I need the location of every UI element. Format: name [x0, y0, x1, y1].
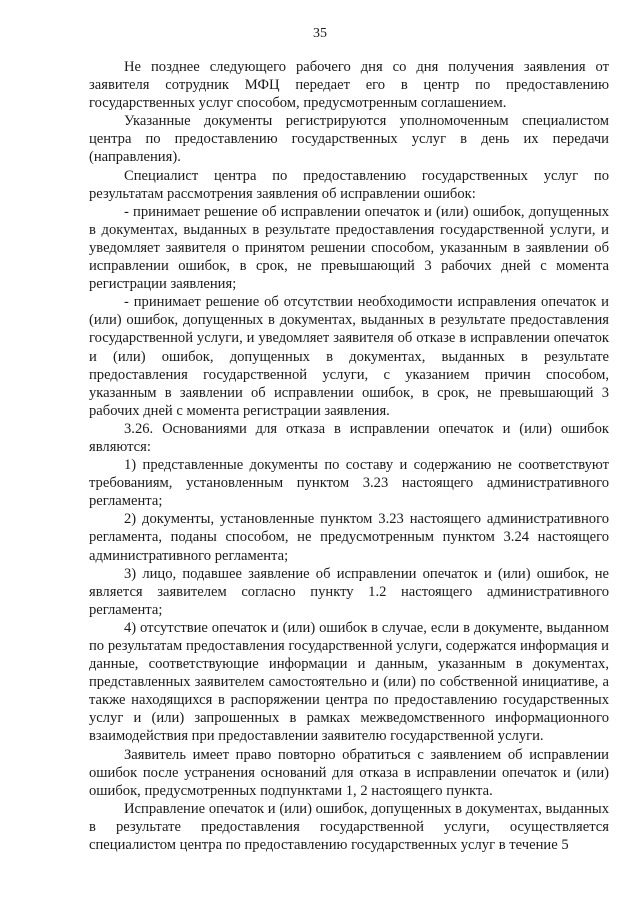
- paragraph-ground-2: 2) документы, установленные пунктом 3.23 настоящего административного регламента, поданы способом, не предусмотренным пунктом 3.24 настоящего административного регламента;: [89, 511, 609, 564]
- document-body: [89, 58, 609, 854]
- paragraph-ground-4: 4) отсутствие опечаток и (или) ошибок в случае, если в документе, выданном по результатам предоставления государственной услуги, содержатся информация и данные, соответствующие информации и данным, указанным в документах, представленных заявителем самостоятельно и (или) по собственной инициативе, а также находящихся в распоряжении центра по предоставлению государственных услуг и (или) запрошенных в рамках межведомственного информационного взаимодействия при предоставлении заявителю государственной услуги.: [89, 619, 609, 745]
- paragraph-reapply-right: Заявитель имеет право повторно обратиться с заявлением об исправлении ошибок после устранения оснований для отказа в исправлении опечаток и (или) ошибок, предусмотренных подпунктами 1, 2 настоящего пункта.: [89, 746, 609, 799]
- paragraph-mfc-transfer: Не позднее следующего рабочего дня со дня получения заявления от заявителя сотрудник МФЦ передает его в центр по предоставлению государственных услуг способом, предусмотренным соглашением.: [89, 59, 609, 112]
- paragraph-decision-refuse: - принимает решение об отсутствии необходимости исправления опечаток и (или) ошибок, допущенных в документах, выданных в результате предоставления государственной услуги, и уведомляет заявителя об отказе в исправлении опечаток и (или) ошибок, допущенных в документах, выданных в результате предоставления государственной услуги, с указанием причин способом, указанным в заявлении об исправлении ошибок, в срок, не превышающий 3 рабочих дней с момента регистрации заявления.: [89, 294, 609, 419]
- paragraph-specialist-review: Специалист центра по предоставлению государственных услуг по результатам рассмотрения заявления об исправлении ошибок:: [89, 167, 609, 202]
- paragraph-section-3-26: 3.26. Основаниями для отказа в исправлении опечаток и (или) ошибок являются:: [89, 420, 609, 455]
- paragraph-correction-term: Исправление опечаток и (или) ошибок, допущенных в документах, выданных в результате предоставления государственной услуги, осуществляется специалистом центра по предоставлению государственных услуг в течение 5: [89, 800, 609, 854]
- paragraph-ground-3: 3) лицо, подавшее заявление об исправлении опечаток и (или) ошибок, не является заявителем согласно пункту 1.2 настоящего административного регламента;: [89, 565, 609, 618]
- page-number: 35: [313, 26, 327, 41]
- paragraph-decision-correct: - принимает решение об исправлении опечаток и (или) ошибок, допущенных в документах, выданных в результате предоставления государственной услуги, и уведомляет заявителя о принятом решении способом, указанным в заявлении об исправлении ошибок, в срок, не превышающий 3 рабочих дней с момента регистрации заявления;: [89, 203, 609, 293]
- paragraph-ground-1: 1) представленные документы по составу и содержанию не соответствуют требованиям, установленным пунктом 3.23 настоящего административного регламента;: [89, 457, 609, 510]
- paragraph-registration: Указанные документы регистрируются уполномоченным специалистом центра по предоставлению государственных услуг в день их передачи (направления).: [89, 113, 609, 166]
